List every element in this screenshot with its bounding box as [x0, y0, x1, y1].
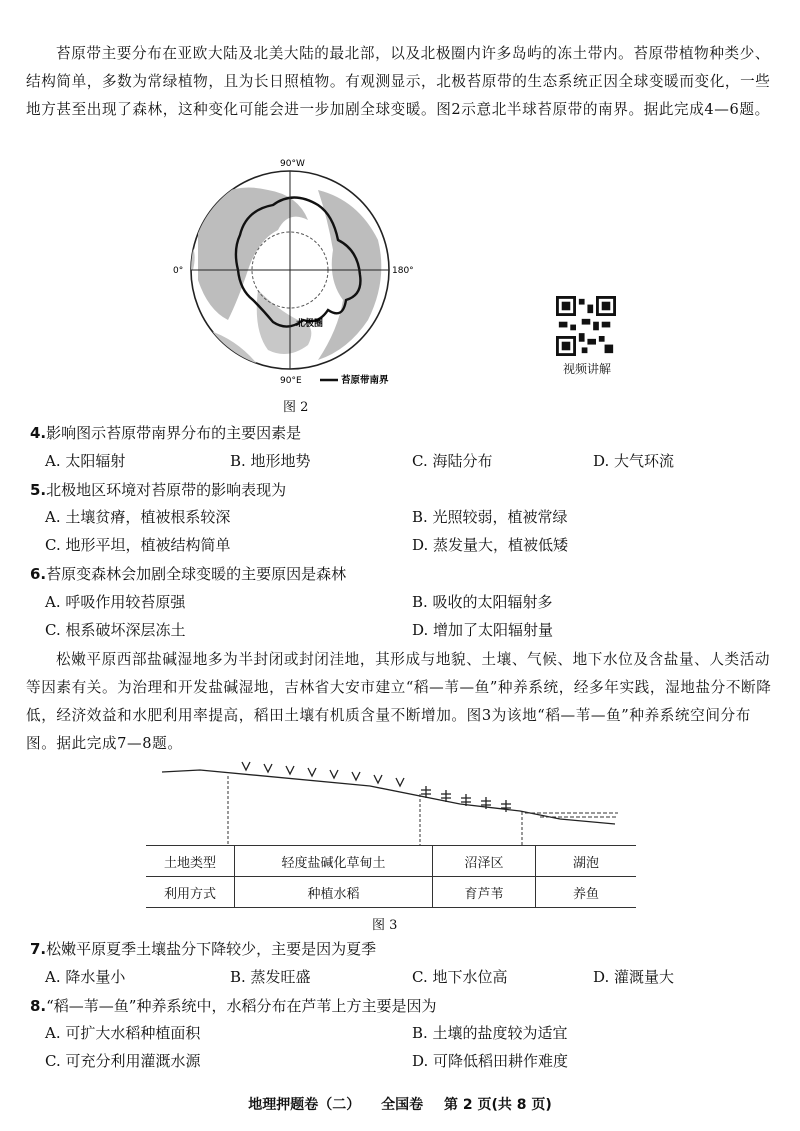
table-cell: 育芦苇 — [433, 877, 536, 908]
question-5 — [30, 479, 286, 500]
passage-tundra-text: 苔原带主要分布在亚欧大陆及北美大陆的最北部，以及北极圈内许多岛屿的冻土带内。苔原带植物种类少、结构简单，多数为常绿植物，且为长日照植物。有观测显示，北极苔原带的生态系统正因全球变暖而变化，一些地方甚至出现了森林，这种变化可能会进一步加剧全球变暖。图2示意北半球苔原带的南界。据此完成4—6题。 — [26, 45, 771, 118]
q8-option-a[interactable]: A. 可扩大水稻种植面积 — [45, 1024, 201, 1042]
question-8-stem: “稻—苇—鱼”种养系统中，水稻分布在芦苇上方主要是因为 — [46, 997, 437, 1015]
table-cell: 种植水稻 — [235, 877, 433, 908]
q4-option-a[interactable]: A. 太阳辐射 — [45, 452, 126, 470]
q5-option-c[interactable]: C. 地形平坦，植被结构简单 — [45, 536, 231, 554]
rice-plant-icons — [242, 762, 404, 786]
q8-option-d[interactable]: D. 可降低稻田耕作难度 — [412, 1052, 569, 1070]
table-row-land-type — [146, 846, 636, 877]
map-label-90w: 90°W — [280, 159, 305, 169]
question-4-number: 4. — [30, 424, 47, 442]
footer-page-number: 第 2 页(共 8 页) — [443, 1097, 552, 1113]
q7-option-b[interactable]: B. 蒸发旺盛 — [230, 968, 311, 986]
q4-option-c[interactable]: C. 海陆分布 — [412, 452, 493, 470]
question-6-stem: 苔原变森林会加剧全球变暖的主要原因是森林 — [46, 565, 347, 583]
footer-title: 地理押题卷（二） — [248, 1097, 361, 1113]
map-label-0: 0° — [173, 266, 184, 276]
table-cell: 养鱼 — [536, 877, 637, 908]
q6-option-c[interactable]: C. 根系破坏深层冻土 — [45, 621, 186, 639]
footer-scope: 全国卷 — [381, 1097, 424, 1113]
passage-saline-wetland — [26, 646, 776, 758]
map-label-arctic-circle: 北极圈 — [296, 319, 324, 329]
figure-2-polar-map — [168, 150, 414, 400]
qr-label: 视频讲解 — [562, 362, 611, 376]
q4-option-b[interactable]: B. 地形地势 — [230, 452, 311, 470]
figure-3-profile — [160, 756, 620, 846]
q7-option-d[interactable]: D. 灌溉量大 — [593, 968, 675, 986]
q7-option-a[interactable]: A. 降水量小 — [45, 968, 126, 986]
q8-option-b[interactable]: B. 土壤的盐度较为适宜 — [412, 1024, 568, 1042]
table-row-usage — [146, 877, 636, 908]
q6-option-d[interactable]: D. 增加了太阳辐射量 — [412, 621, 554, 639]
question-6 — [30, 563, 346, 584]
table-cell: 湖泡 — [536, 846, 637, 877]
q6-option-b[interactable]: B. 吸收的太阳辐射多 — [412, 593, 553, 611]
figure-3-table — [146, 845, 636, 908]
q8-option-c[interactable]: C. 可充分利用灌溉水源 — [45, 1052, 201, 1070]
passage-saline-wetland-text: 松嫩平原西部盐碱湿地多为半封闭或封闭洼地，其形成与地貌、土壤、气候、地下水位及含盐量、人类活动等因素有关。为治理和开发盐碱湿地，吉林省大安市建立“稻—苇—鱼”种养系统，经多年实践，湿地盐分不断降低，经济效益和水肥利用率提高，稻田土壤有机质含量不断增加。图3为该地“稻—苇—鱼”种养系统空间分布图。据此完成7—8题。 — [26, 651, 772, 752]
q5-option-b[interactable]: B. 光照较弱，植被常绿 — [412, 508, 568, 526]
question-7 — [30, 938, 376, 959]
map-label-180: 180° — [392, 266, 414, 276]
question-4-stem: 影响图示苔原带南界分布的主要因素是 — [46, 424, 302, 442]
figure-2-caption: 图 2 — [283, 400, 309, 415]
figure-3-caption: 图 3 — [372, 918, 398, 933]
qr-code[interactable] — [556, 296, 616, 356]
page-footer — [0, 1094, 800, 1114]
legend-label: 苔原带南界 — [341, 375, 389, 386]
q4-option-d[interactable]: D. 大气环流 — [593, 452, 675, 470]
q5-option-d[interactable]: D. 蒸发量大，植被低矮 — [412, 536, 569, 554]
question-5-number: 5. — [30, 481, 47, 499]
table-cell: 土地类型 — [146, 846, 235, 877]
table-cell: 轻度盐碱化草甸土 — [235, 846, 433, 877]
q5-option-a[interactable]: A. 土壤贫瘠，植被根系较深 — [45, 508, 231, 526]
question-4 — [30, 422, 301, 443]
q7-option-c[interactable]: C. 地下水位高 — [412, 968, 508, 986]
passage-tundra — [26, 40, 776, 124]
question-6-number: 6. — [30, 565, 47, 583]
map-label-90e: 90°E — [280, 376, 302, 386]
question-7-stem: 松嫩平原夏季土壤盐分下降较少，主要是因为夏季 — [46, 940, 377, 958]
question-5-stem: 北极地区环境对苔原带的影响表现为 — [46, 481, 287, 499]
table-cell: 利用方式 — [146, 877, 235, 908]
question-7-number: 7. — [30, 940, 47, 958]
question-8-number: 8. — [30, 997, 47, 1015]
question-8 — [30, 995, 436, 1016]
ground-profile — [162, 770, 615, 824]
table-cell: 沼泽区 — [433, 846, 536, 877]
q6-option-a[interactable]: A. 呼吸作用较苔原强 — [45, 593, 186, 611]
